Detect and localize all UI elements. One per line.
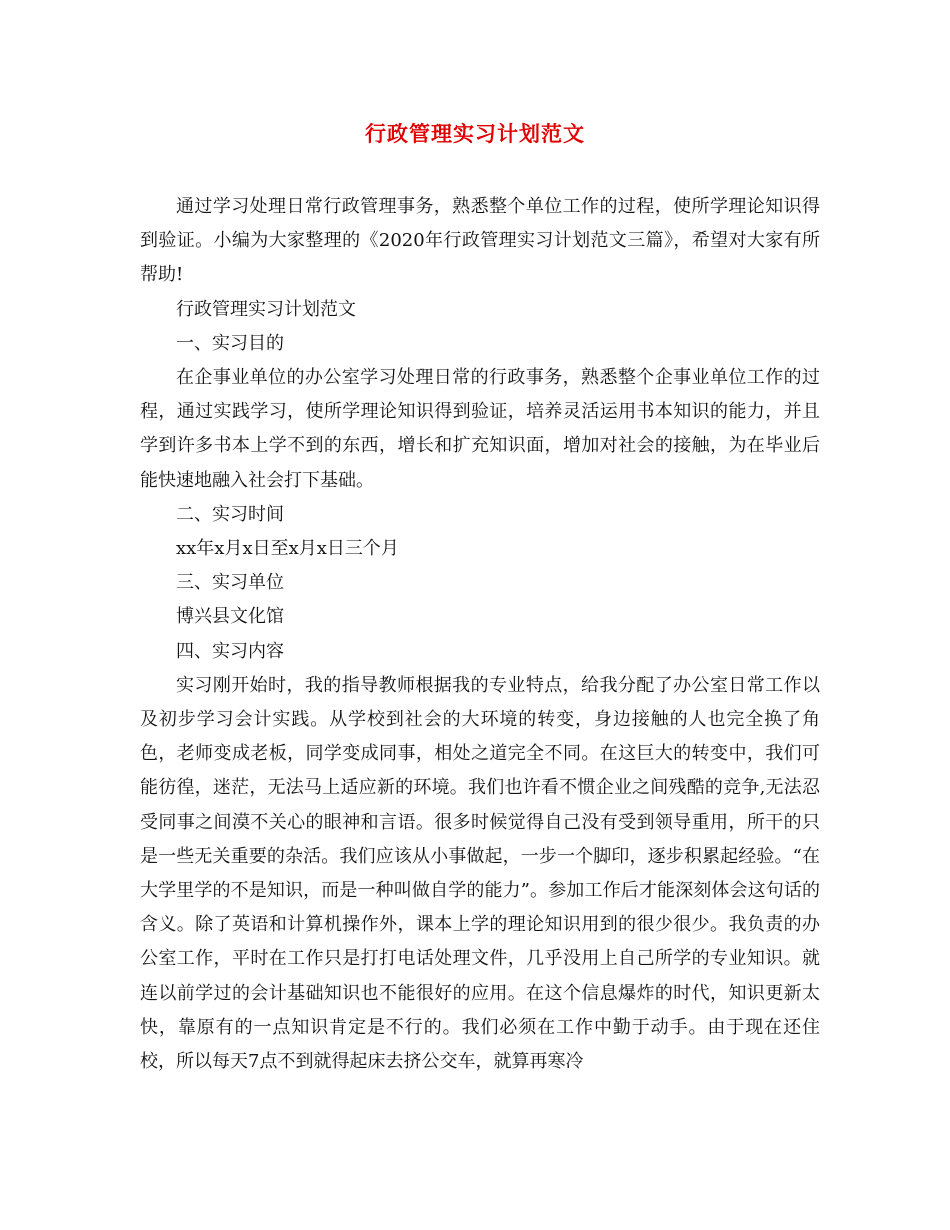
time-paragraph: xx年x月x日至x月x日三个月 (176, 538, 399, 560)
unit-paragraph: 博兴县文化馆 (176, 606, 284, 628)
document-body (140, 190, 820, 1079)
section-heading-purpose: 一、实习目的 (176, 332, 284, 354)
section-heading-unit: 三、实习单位 (176, 572, 284, 594)
section-heading-content: 四、实习内容 (176, 640, 284, 662)
document-title: 行政管理实习计划范文 (365, 121, 585, 146)
intro-paragraph: 通过学习处理日常行政管理事务，熟悉整个单位工作的过程，使所学理论知识得到验证。小编为大家整理的《2020年行政管理实习计划范文三篇》，希望对大家有所帮助! (140, 196, 820, 286)
purpose-paragraph: 在企事业单位的办公室学习处理日常的行政事务，熟悉整个企事业单位工作的过程，通过实践学习，使所学理论知识得到验证，培养灵活运用书本知识的能力，并且学到许多书本上学不到的东西，增长和扩充知识面，增加对社会的接触，为在毕业后能快速地融入社会打下基础。 (140, 367, 820, 491)
content-paragraph: 实习刚开始时，我的指导教师根据我的专业特点，给我分配了办公室日常工作以及初步学习会计实践。从学校到社会的大环境的转变，身边接触的人也完全换了角色，老师变成老板，同学变成同事，相处之道完全不同。在这巨大的转变中，我们可能彷徨，迷茫，无法马上适应新的环境。我们也许看不惯企业之间残酷的竞争,无法忍受同事之间漠不关心的眼神和言语。很多时候觉得自己没有受到领导重用，所干的只是一些无关重要的杂活。我们应该从小事做起，一步一个脚印，逐步积累起经验。“在大学里学的不是知识，而是一种叫做自学的能力”。参加工作后才能深刻体会这句话的含义。除了英语和计算机操作外，课本上学的理论知识用到的很少很少。我负责的办公室工作，平时在工作只是打打电话处理文件，几乎没用上自己所学的专业知识。就连以前学过的会计基础知识也不能很好的应用。在这个信息爆炸的时代，知识更新太快，靠原有的一点知识肯定是不行的。我们必须在工作中勤于动手。由于现在还住校，所以每天7点不到就得起床去挤公交车，就算再寒冷 (140, 674, 820, 1073)
section-heading-time: 二、实习时间 (176, 503, 284, 525)
section-heading: 行政管理实习计划范文 (176, 298, 356, 320)
